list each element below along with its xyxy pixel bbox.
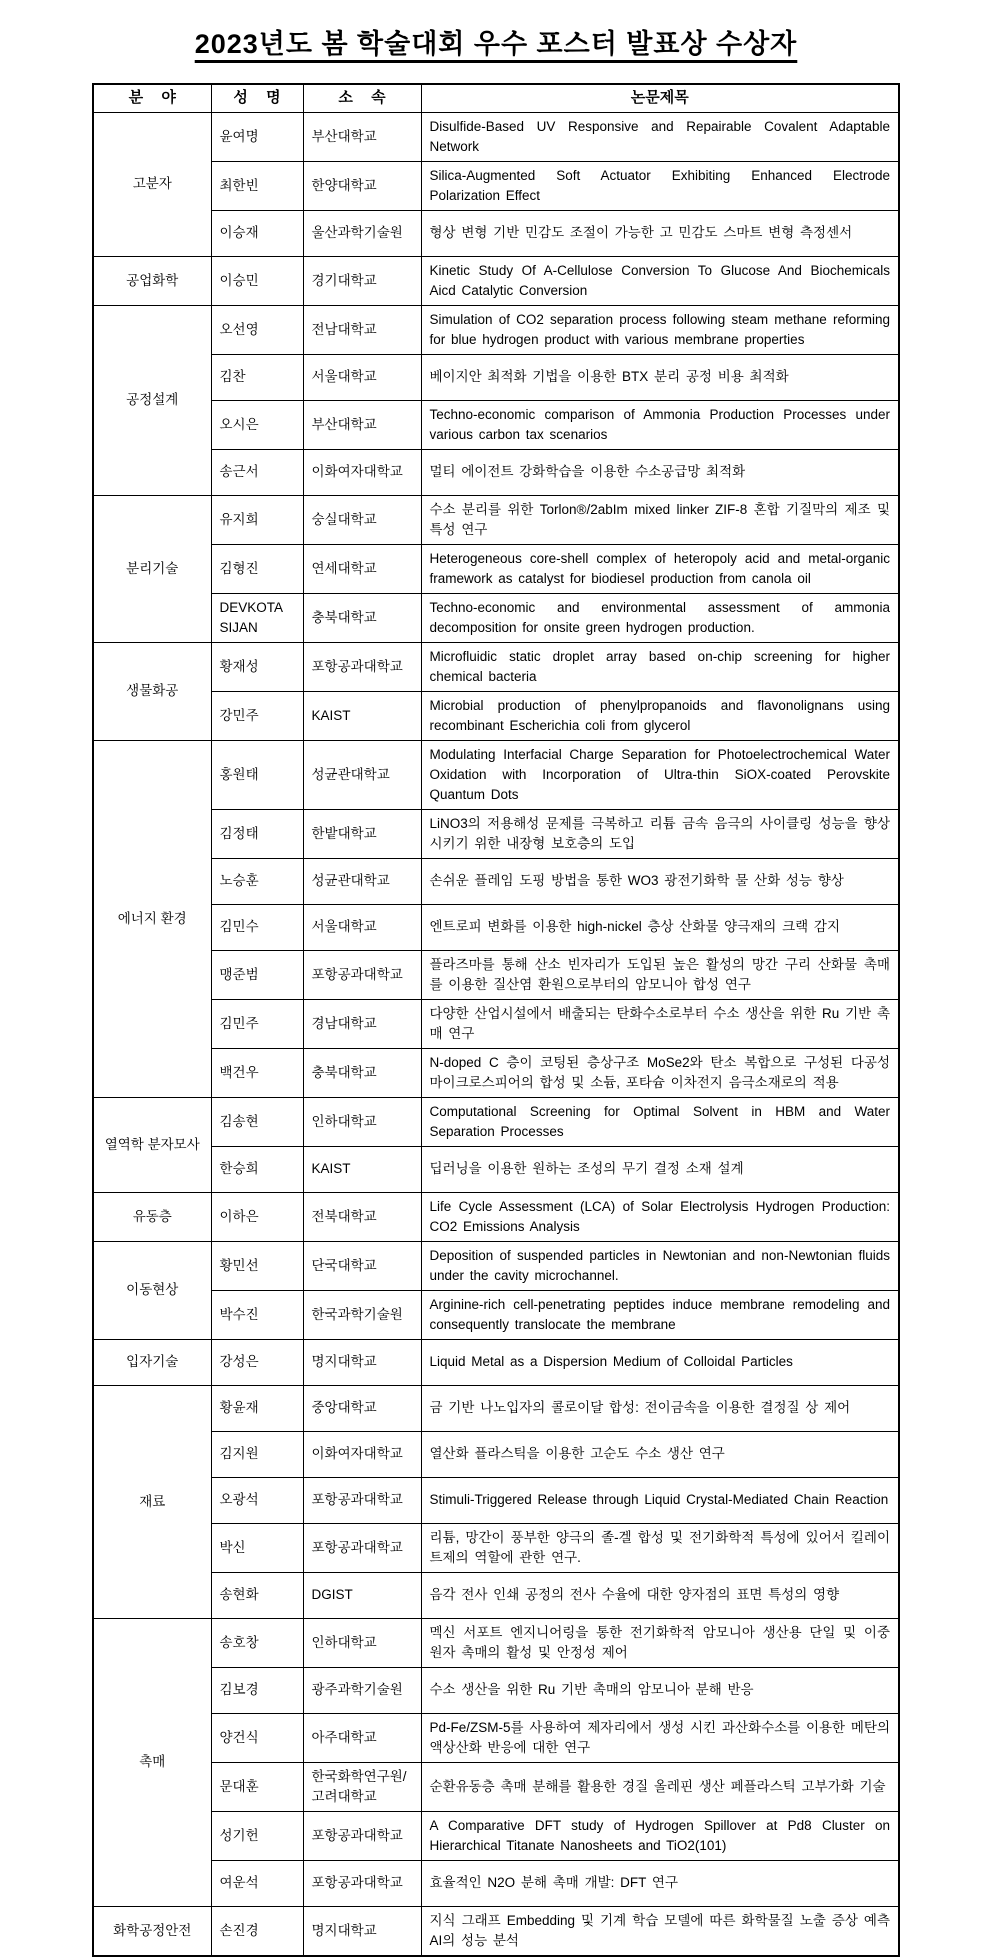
name-cell: 이하은: [211, 1192, 303, 1241]
paper-title-cell: Heterogeneous core-shell complex of heteropoly acid and metal-organic framework as catalyst for biodiesel production from canola oil: [421, 544, 899, 593]
table-row: [93, 1713, 899, 1762]
paper-title-cell: Techno-economic comparison of Ammonia Production Processes under various carbon tax scenarios: [421, 400, 899, 449]
affiliation-cell: KAIST: [303, 1146, 421, 1192]
name-cell: 송현화: [211, 1572, 303, 1618]
name-cell: DEVKOTA SIJAN: [211, 593, 303, 642]
name-cell: 김지원: [211, 1431, 303, 1477]
affiliation-cell: 성균관대학교: [303, 740, 421, 809]
name-cell: 김형진: [211, 544, 303, 593]
affiliation-cell: 경기대학교: [303, 256, 421, 305]
category-cell: 재료: [93, 1385, 211, 1618]
affiliation-cell: 이화여자대학교: [303, 1431, 421, 1477]
paper-title-cell: Computational Screening for Optimal Solvent in HBM and Water Separation Processes: [421, 1097, 899, 1146]
paper-title-cell: Stimuli-Triggered Release through Liquid Crystal-Mediated Chain Reaction: [421, 1477, 899, 1523]
header-paper-title: 논문제목: [421, 84, 899, 112]
table-row: [93, 354, 899, 400]
affiliation-cell: 인하대학교: [303, 1097, 421, 1146]
paper-title-cell: 음각 전사 인쇄 공정의 전사 수율에 대한 양자점의 표면 특성의 영향: [421, 1572, 899, 1618]
paper-title-cell: Techno-economic and environmental assessment of ammonia decomposition for onsite green hydrogen production.: [421, 593, 899, 642]
header-row: [93, 84, 899, 112]
name-cell: 송근서: [211, 449, 303, 495]
table-row: [93, 544, 899, 593]
table-row: [93, 256, 899, 305]
name-cell: 박신: [211, 1523, 303, 1572]
table-row: [93, 1860, 899, 1906]
affiliation-cell: 이화여자대학교: [303, 449, 421, 495]
header-affiliation: 소 속: [303, 84, 421, 112]
name-cell: 김송현: [211, 1097, 303, 1146]
category-cell: 화학공정안전: [93, 1906, 211, 1956]
affiliation-cell: 한국과학기술원: [303, 1290, 421, 1339]
affiliation-cell: 포항공과대학교: [303, 1860, 421, 1906]
table-row: [93, 1523, 899, 1572]
paper-title-cell: Simulation of CO2 separation process following steam methane reforming for blue hydrogen product with various membrane properties: [421, 305, 899, 354]
paper-title-cell: 형상 변형 기반 민감도 조절이 가능한 고 민감도 스마트 변형 측정센서: [421, 210, 899, 256]
paper-title-cell: Kinetic Study Of A-Cellulose Conversion To Glucose And Biochemicals Aicd Catalytic Conversion: [421, 256, 899, 305]
category-cell: 분리기술: [93, 495, 211, 642]
category-cell: 고분자: [93, 112, 211, 256]
name-cell: 노승훈: [211, 858, 303, 904]
affiliation-cell: 전남대학교: [303, 305, 421, 354]
name-cell: 오시은: [211, 400, 303, 449]
table-row: [93, 904, 899, 950]
category-cell: 촉매: [93, 1618, 211, 1906]
name-cell: 김민주: [211, 999, 303, 1048]
table-row: [93, 400, 899, 449]
name-cell: 오광석: [211, 1477, 303, 1523]
affiliation-cell: 부산대학교: [303, 112, 421, 161]
paper-title-cell: 리튬, 망간이 풍부한 양극의 졸-겔 합성 및 전기화학적 특성에 있어서 킬레이트제의 역할에 관한 연구.: [421, 1523, 899, 1572]
paper-title-cell: 지식 그래프 Embedding 및 기계 학습 모델에 따른 화학물질 노출 증상 예측 AI의 성능 분석: [421, 1906, 899, 1956]
name-cell: 이승재: [211, 210, 303, 256]
name-cell: 윤여명: [211, 112, 303, 161]
paper-title-cell: Life Cycle Assessment (LCA) of Solar Electrolysis Hydrogen Production: CO2 Emissions Analysis: [421, 1192, 899, 1241]
name-cell: 송호창: [211, 1618, 303, 1667]
affiliation-cell: 울산과학기술원: [303, 210, 421, 256]
name-cell: 강민주: [211, 691, 303, 740]
paper-title-cell: Pd-Fe/ZSM-5를 사용하여 제자리에서 생성 시킨 과산화수소를 이용한 메탄의 액상산화 반응에 대한 연구: [421, 1713, 899, 1762]
name-cell: 김민수: [211, 904, 303, 950]
table-row: [93, 210, 899, 256]
affiliation-cell: 포항공과대학교: [303, 950, 421, 999]
affiliation-cell: 한국화학연구원/고려대학교: [303, 1762, 421, 1811]
category-cell: 생물화공: [93, 642, 211, 740]
paper-title-cell: 멕신 서포트 엔지니어링을 통한 전기화학적 암모니아 생산용 단일 및 이중 원자 촉매의 활성 및 안정성 제어: [421, 1618, 899, 1667]
name-cell: 이승민: [211, 256, 303, 305]
affiliation-cell: 연세대학교: [303, 544, 421, 593]
affiliation-cell: KAIST: [303, 691, 421, 740]
name-cell: 손진경: [211, 1906, 303, 1956]
awards-table: [92, 83, 900, 1957]
affiliation-cell: 광주과학기술원: [303, 1667, 421, 1713]
name-cell: 김정태: [211, 809, 303, 858]
affiliation-cell: 서울대학교: [303, 904, 421, 950]
table-row: [93, 740, 899, 809]
affiliation-cell: 아주대학교: [303, 1713, 421, 1762]
table-row: [93, 1477, 899, 1523]
page-title: 2023년도 봄 학술대회 우수 포스터 발표상 수상자: [194, 29, 798, 59]
name-cell: 황재성: [211, 642, 303, 691]
table-row: [93, 1339, 899, 1385]
affiliation-cell: 한밭대학교: [303, 809, 421, 858]
table-row: [93, 1618, 899, 1667]
paper-title-cell: 딥러닝을 이용한 원하는 조성의 무기 결정 소재 설계: [421, 1146, 899, 1192]
paper-title-cell: 순환유동층 촉매 분해를 활용한 경질 올레핀 생산 페플라스틱 고부가화 기술: [421, 1762, 899, 1811]
paper-title-cell: 수소 분리를 위한 Torlon®/2abIm mixed linker ZIF-8 혼합 기질막의 제조 및 특성 연구: [421, 495, 899, 544]
name-cell: 한승희: [211, 1146, 303, 1192]
affiliation-cell: 중앙대학교: [303, 1385, 421, 1431]
category-cell: 공정설계: [93, 305, 211, 495]
affiliation-cell: 한양대학교: [303, 161, 421, 210]
name-cell: 강성은: [211, 1339, 303, 1385]
name-cell: 맹준범: [211, 950, 303, 999]
table-row: [93, 1290, 899, 1339]
category-cell: 입자기술: [93, 1339, 211, 1385]
paper-title-cell: 엔트로피 변화를 이용한 high-nickel 층상 산화물 양극재의 크랙 감지: [421, 904, 899, 950]
paper-title-cell: 다양한 산업시설에서 배출되는 탄화수소로부터 수소 생산을 위한 Ru 기반 촉매 연구: [421, 999, 899, 1048]
name-cell: 백건우: [211, 1048, 303, 1097]
table-row: [93, 858, 899, 904]
category-cell: 공업화학: [93, 256, 211, 305]
header-name: 성 명: [211, 84, 303, 112]
category-cell: 열역학 분자모사: [93, 1097, 211, 1192]
table-row: [93, 1385, 899, 1431]
affiliation-cell: 경남대학교: [303, 999, 421, 1048]
category-cell: 에너지 환경: [93, 740, 211, 1097]
table-row: [93, 1048, 899, 1097]
name-cell: 김보경: [211, 1667, 303, 1713]
table-row: [93, 691, 899, 740]
paper-title-cell: N-doped C 층이 코팅된 층상구조 MoSe2와 탄소 복합으로 구성된 다공성 마이크로스피어의 합성 및 소듐, 포타슘 이차전지 음극소재로의 적용: [421, 1048, 899, 1097]
table-row: [93, 809, 899, 858]
paper-title-cell: Liquid Metal as a Dispersion Medium of Colloidal Particles: [421, 1339, 899, 1385]
table-row: [93, 1667, 899, 1713]
paper-title-cell: 플라즈마를 통해 산소 빈자리가 도입된 높은 활성의 망간 구리 산화물 촉매를 이용한 질산염 환원으로부터의 암모니아 합성 연구: [421, 950, 899, 999]
paper-title-cell: Microfluidic static droplet array based on-chip screening for higher chemical bacteria: [421, 642, 899, 691]
table-row: [93, 449, 899, 495]
paper-title-cell: 금 기반 나노입자의 콜로이달 합성: 전이금속을 이용한 결정질 상 제어: [421, 1385, 899, 1431]
table-row: [93, 1762, 899, 1811]
header-category: 분 야: [93, 84, 211, 112]
affiliation-cell: 전북대학교: [303, 1192, 421, 1241]
paper-title-cell: Microbial production of phenylpropanoids and flavonolignans using recombinant Escherichia coli from glycerol: [421, 691, 899, 740]
table-row: [93, 161, 899, 210]
category-cell: 유동층: [93, 1192, 211, 1241]
paper-title-cell: Modulating Interfacial Charge Separation for Photoelectrochemical Water Oxidation with Incorporation of Ultra-thin SiOX-coated Perovskite Quantum Dots: [421, 740, 899, 809]
table-row: [93, 1146, 899, 1192]
name-cell: 최한빈: [211, 161, 303, 210]
paper-title-cell: 수소 생산을 위한 Ru 기반 촉매의 암모니아 분해 반응: [421, 1667, 899, 1713]
table-row: [93, 1431, 899, 1477]
name-cell: 오선영: [211, 305, 303, 354]
name-cell: 성기헌: [211, 1811, 303, 1860]
paper-title-cell: LiNO3의 저용해성 문제를 극복하고 리튬 금속 음극의 사이클링 성능을 향상시키기 위한 내장형 보호층의 도입: [421, 809, 899, 858]
name-cell: 유지희: [211, 495, 303, 544]
affiliation-cell: 포항공과대학교: [303, 1523, 421, 1572]
affiliation-cell: 포항공과대학교: [303, 1811, 421, 1860]
table-row: [93, 950, 899, 999]
name-cell: 여운석: [211, 1860, 303, 1906]
affiliation-cell: 단국대학교: [303, 1241, 421, 1290]
affiliation-cell: 성균관대학교: [303, 858, 421, 904]
affiliation-cell: 충북대학교: [303, 593, 421, 642]
paper-title-cell: Deposition of suspended particles in Newtonian and non-Newtonian fluids under the cavity microchannel.: [421, 1241, 899, 1290]
paper-title-cell: 손쉬운 플레임 도핑 방법을 통한 WO3 광전기화학 물 산화 성능 향상: [421, 858, 899, 904]
name-cell: 양건식: [211, 1713, 303, 1762]
name-cell: 문대훈: [211, 1762, 303, 1811]
affiliation-cell: 부산대학교: [303, 400, 421, 449]
paper-title-cell: Disulfide-Based UV Responsive and Repairable Covalent Adaptable Network: [421, 112, 899, 161]
table-row: [93, 1572, 899, 1618]
table-row: [93, 495, 899, 544]
affiliation-cell: 충북대학교: [303, 1048, 421, 1097]
name-cell: 김찬: [211, 354, 303, 400]
paper-title-cell: 효율적인 N2O 분해 촉매 개발: DFT 연구: [421, 1860, 899, 1906]
affiliation-cell: 서울대학교: [303, 354, 421, 400]
table-row: [93, 1192, 899, 1241]
affiliation-cell: 명지대학교: [303, 1339, 421, 1385]
paper-title-cell: Arginine-rich cell-penetrating peptides induce membrane remodeling and consequently translocate the membrane: [421, 1290, 899, 1339]
affiliation-cell: 명지대학교: [303, 1906, 421, 1956]
table-row: [93, 1811, 899, 1860]
table-row: [93, 1906, 899, 1956]
affiliation-cell: 인하대학교: [303, 1618, 421, 1667]
category-cell: 이동현상: [93, 1241, 211, 1339]
name-cell: 홍원태: [211, 740, 303, 809]
table-row: [93, 305, 899, 354]
table-row: [93, 593, 899, 642]
name-cell: 박수진: [211, 1290, 303, 1339]
affiliation-cell: 포항공과대학교: [303, 1477, 421, 1523]
paper-title-cell: 열산화 플라스틱을 이용한 고순도 수소 생산 연구: [421, 1431, 899, 1477]
table-row: [93, 112, 899, 161]
table-row: [93, 1241, 899, 1290]
affiliation-cell: 숭실대학교: [303, 495, 421, 544]
name-cell: 황민선: [211, 1241, 303, 1290]
paper-title-cell: 베이지안 최적화 기법을 이용한 BTX 분리 공정 비용 최적화: [421, 354, 899, 400]
affiliation-cell: 포항공과대학교: [303, 642, 421, 691]
table-row: [93, 999, 899, 1048]
affiliation-cell: DGIST: [303, 1572, 421, 1618]
table-row: [93, 1097, 899, 1146]
table-row: [93, 642, 899, 691]
name-cell: 황윤재: [211, 1385, 303, 1431]
paper-title-cell: Silica-Augmented Soft Actuator Exhibiting Enhanced Electrode Polarization Effect: [421, 161, 899, 210]
paper-title-cell: 멀티 에이전트 강화학습을 이용한 수소공급망 최적화: [421, 449, 899, 495]
paper-title-cell: A Comparative DFT study of Hydrogen Spillover at Pd8 Cluster on Hierarchical Titanate Nanosheets and TiO2(101): [421, 1811, 899, 1860]
